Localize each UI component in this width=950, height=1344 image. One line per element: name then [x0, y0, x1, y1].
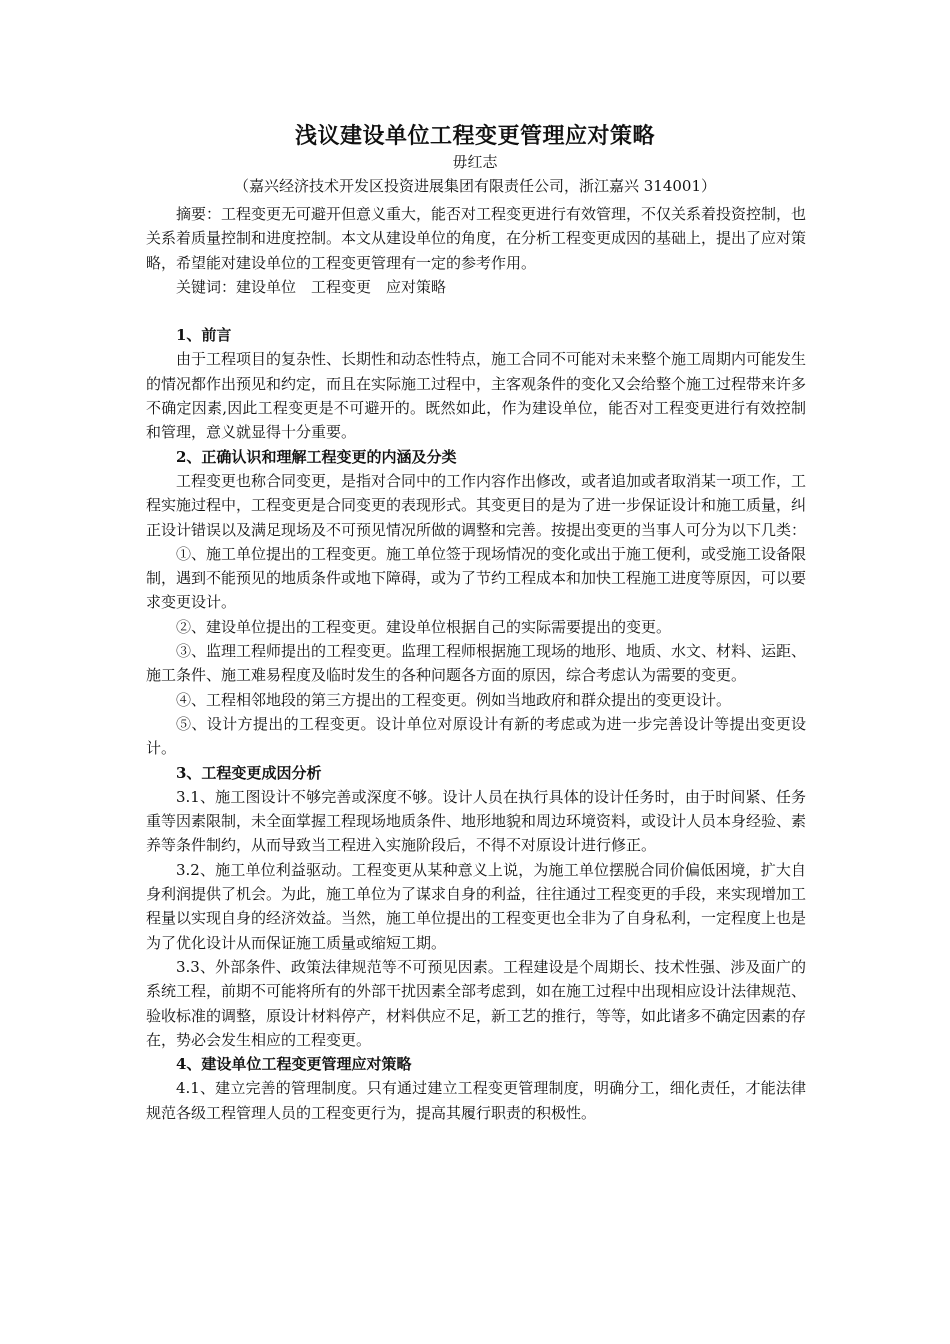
paper-body [146, 202, 806, 1125]
section-heading-4: 4、建设单位工程变更管理应对策略 [176, 1055, 412, 1074]
section-2-item-5: ⑤、设计方提出的工程变更。设计单位对原设计有新的考虑或为进一步完善设计等提出变更设计。 [146, 714, 806, 758]
section-3-paragraph-1: 3.1、施工图设计不够完善或深度不够。设计人员在执行具体的设计任务时，由于时间紧、任务重等因素限制，未全面掌握工程现场地质条件、地形地貌和周边环境资料，或设计人员本身经验、素养等条件制约，从而导致当工程进入实施阶段后，不得不对原设计进行修正。 [146, 787, 807, 855]
paper-title: 浅议建设单位工程变更管理应对策略 [294, 123, 655, 149]
section-4-paragraph-1: 4.1、建立完善的管理制度。只有通过建立工程变更管理制度，明确分工，细化责任，才能法律规范各级工程管理人员的工程变更行为，提高其履行职责的积极性。 [146, 1079, 806, 1122]
section-1-paragraph-1: 由于工程项目的复杂性、长期性和动态性特点，施工合同不可能对未来整个施工周期内可能发生的情况都作出预见和约定，而且在实际施工过程中，主客观条件的变化又会给整个施工过程带来许多不确定因素,因此工程变更是不可避开的。既然如此，作为建设单位，能否对工程变更进行有效控制和管理，意义就显得十分重要。 [146, 350, 807, 442]
abstract: 摘要：工程变更无可避开但意义重大，能否对工程变更进行有效管理，不仅关系着投资控制，也关系着质量控制和进度控制。本文从建设单位的角度，在分析工程变更成因的基础上，提出了应对策略，希望能对建设单位的工程变更管理有一定的参考作用。 [146, 205, 807, 272]
section-2-item-1: ①、施工单位提出的工程变更。施工单位签于现场情况的变化或出于施工便利，或受施工设备限制，遇到不能预见的地质条件或地下障碍，或为了节约工程成本和加快工程施工进度等原因，可以要求变更设计。 [146, 544, 807, 612]
section-heading-3: 3、工程变更成因分析 [176, 763, 322, 782]
section-2-item-4: ④、工程相邻地段的第三方提出的工程变更。例如当地政府和群众提出的变更设计。 [176, 690, 732, 709]
section-3-paragraph-3: 3.3、外部条件、政策法律规范等不可预见因素。工程建设是个周期长、技术性强、涉及面广的系统工程，前期不可能将所有的外部干扰因素全部考虑到，如在施工过程中出现相应设计法律规范、验收标准的调整，原设计材料停产，材料供应不足，新工艺的推行，等等，如此诸多不确定因素的存在，势必会发生相应的工程变更。 [146, 957, 807, 1049]
section-2-paragraph-1: 工程变更也称合同变更，是指对合同中的工作内容作出修改，或者追加或者取消某一项工作，工程实施过程中，工程变更是合同变更的表现形式。其变更目的是为了进一步保证设计和施工质量，纠正设计错误以及满足现场及不可预见情况所做的调整和完善。按提出变更的当事人可分为以下几类： [146, 471, 807, 539]
author-affiliation: （嘉兴经济技术开发区投资进展集团有限责任公司，浙江嘉兴 314001） [233, 177, 717, 195]
author-name: 毋红志 [452, 153, 498, 171]
section-heading-1: 1、前言 [176, 326, 232, 345]
section-heading-2: 2、正确认识和理解工程变更的内涵及分类 [176, 447, 457, 466]
keywords: 关键词：建设单位 工程变更 应对策略 [176, 277, 447, 296]
section-3-paragraph-2: 3.2、施工单位利益驱动。工程变更从某种意义上说，为施工单位摆脱合同价偏低困境，扩大自身利润提供了机会。为此，施工单位为了谋求自身的利益，往往通过工程变更的手段，来实现增加工程量以实现自身的经济效益。当然，施工单位提出的工程变更也全非为了自身私利，一定程度上也是为了优化设计从而保证施工质量或缩短工期。 [146, 860, 807, 952]
spacer [146, 299, 806, 323]
section-2-item-3: ③、监理工程师提出的工程变更。监理工程师根据施工现场的地形、地质、水文、材料、运距、施工条件、施工难易程度及临时发生的各种问题各方面的原因，综合考虑认为需要的变更。 [146, 642, 807, 685]
section-2-item-2: ②、建设单位提出的工程变更。建设单位根据自己的实际需要提出的变更。 [176, 617, 672, 636]
